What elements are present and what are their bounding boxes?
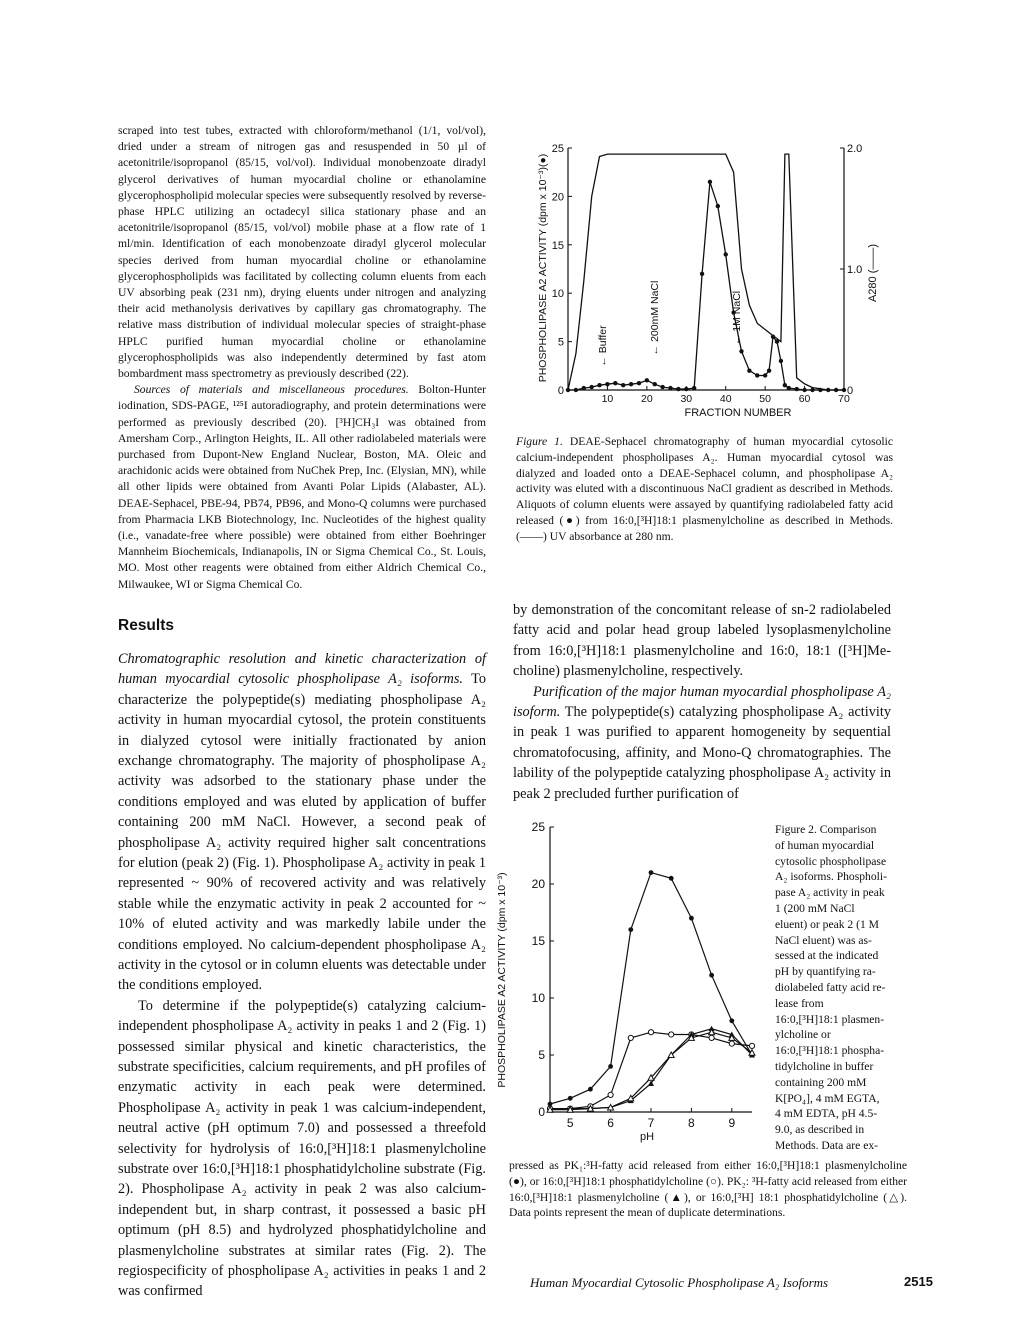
y-tick-label: 20	[551, 191, 564, 204]
y-tick-label: 15	[551, 239, 564, 252]
x-tick-label: 10	[601, 393, 614, 405]
y2-tick-label: 0	[847, 385, 854, 397]
caption-line: sessed at the indicated	[775, 949, 879, 963]
sources-heading: Sources of materials and miscellaneous procedures.	[134, 383, 409, 397]
purification-text: The polypeptide(s) catalyzing phospholipase A₂ activity in peak 1 was purified to apparent homogeneity by sequential chromatofocusing, affinity, and Mono-Q chromatographies. The lability of the polypeptide catalyzing phospholipase A₂ activity in peak 2 precluded further purification of	[513, 704, 891, 802]
caption-line: 4 mM EDTA, pH 4.5-	[775, 1107, 878, 1121]
activity-point	[802, 388, 806, 392]
chromatography-paragraph	[118, 649, 486, 996]
activity-point	[621, 383, 625, 387]
activity-point	[645, 378, 649, 382]
caption-line: tidylcholine in buffer	[775, 1059, 874, 1073]
purification-paragraph	[513, 682, 891, 804]
activity-point	[724, 252, 728, 256]
activity-point	[589, 385, 593, 389]
chromatography-heading: Chromatographic resolution and kinetic characterization of human myocardial cytosolic phospholipase A₂ isoforms.	[118, 650, 486, 688]
activity-point	[763, 373, 767, 377]
caption-line: 1 (200 mM NaCl	[775, 901, 855, 915]
data-point	[568, 1096, 573, 1101]
caption-line: Figure 2. Comparison	[775, 823, 877, 836]
activity-point	[755, 373, 759, 377]
activity-point	[783, 383, 787, 387]
results-heading: Results	[118, 616, 174, 634]
x-tick-label: 60	[798, 393, 811, 405]
data-point	[689, 916, 694, 921]
data-point	[628, 1035, 633, 1040]
running-title: Human Myocardial Cytosolic Phospholipase A₂ Isoforms	[530, 1275, 829, 1290]
data-point	[709, 1035, 714, 1040]
activity-point	[684, 387, 688, 391]
activity-line	[568, 182, 844, 390]
fig1-xlabel: FRACTION NUMBER	[684, 407, 792, 419]
caption-line: diolabeled fatty acid re-	[775, 980, 886, 994]
activity-point	[775, 339, 779, 343]
chromatography-text: To characterize the polypeptide(s) mediating phospholipase A₂ activity in human myocardial cytosol, the protein constituents in dialyzed cytosol were initially fractionated by anion exchange chromatography. The majority of phospholipase A₂ activity was adsorbed to the stationary phase under the conditions employed and was eluted by application of buffer containing 200 mM NaCl. However, a second peak of phospholipase A₂ activity required higher salt concentrations for elution (peak 2) (Fig. 1). Phospholipase A₂ activity in peak 1 represented ~ 90% of recovered activity and was relatively stable while the enzymatic activity in peak 2 accounted for ~ 10% of eluted activity and was markedly labile under the conditions employed. No calcium-dependent phospholipase A₂ activity in the cytosol or in column eluents was detectable under the conditions employed.	[118, 671, 487, 994]
figure-2-caption	[775, 822, 905, 1154]
activity-point	[794, 387, 798, 391]
x-tick-label: 40	[719, 393, 732, 405]
activity-point	[842, 388, 846, 392]
data-point	[709, 973, 714, 978]
fig2-ylabel: PHOSPHOLIPASE A2 ACTIVITY (dpm x 10⁻³)	[496, 872, 508, 1088]
sources-text: Bolton-Hunter iodination, SDS-PAGE, ¹²⁵I autoradiography, and protein determinations were performed as previously described (20). [³H]CH₃I was obtained from Amersham Corp., Arlington Heights, IL. All other radiolabeled materials were purchased from Dupont-New England Nuclear, Boston, MA. Oleic and arachidonic acids were obtained from NuChek Prep, Inc. (Elysian, MN), while all other lipids were obtained from Avanti Polar Lipids (Alabaster, AL). DEAE-Sephacel, PBE-94, PB74, PB96, and Mono-Q columns were purchased from Pharmacia LKB Biotechnology, Inc. Nucleotides of the highest quality (i.e., vanadate-free where possible) were obtained from either Boehringer Mannheim Biochemicals, Indianapolis, IN or Sigma Chemical Co., St. Louis, MO. Most other reagents were obtained from either Aldrich Chemical Co., Milwaukee, WI or Sigma Chemical Co.	[118, 383, 486, 591]
activity-point	[771, 335, 775, 339]
caption-line: cytosolic phospholipase	[775, 854, 887, 868]
fig2-xlabel: pH	[639, 1131, 655, 1143]
figure-2-chart	[490, 815, 780, 1150]
data-point	[648, 1030, 653, 1035]
activity-point	[810, 388, 814, 392]
data-point	[608, 1064, 613, 1069]
left-column	[118, 123, 486, 1302]
activity-point	[582, 386, 586, 390]
activity-point	[747, 368, 751, 372]
activity-point	[692, 386, 696, 390]
activity-point	[767, 368, 771, 372]
figure-1-caption-text: DEAE-Sephacel chromatography of human myocardial cytosolic calcium-independent phospholipases A₂. Human myocardial cytosol was dialyzed and loaded onto a DEAE-Sephacel column, and phospholipase A₂ activity was eluted with a discontinuous NaCl gradient as described in Methods. Aliquots of column eluents were assayed by quantifying radiolabeled fatty acid released (●) from 16:0,[³H]18:1 plasmenylcholine as described in Methods. (——) UV absorbance at 280 nm.	[516, 435, 894, 543]
y-tick-label: 5	[557, 336, 564, 349]
activity-point	[818, 388, 822, 392]
y-tick-label: 0	[557, 385, 564, 397]
caption-line: of human myocardial	[775, 838, 875, 852]
activity-point	[676, 387, 680, 391]
caption-line: K[PO₄], 4 mM EGTA,	[775, 1091, 880, 1105]
x-tick-label: 50	[759, 393, 771, 405]
activity-point	[739, 349, 743, 353]
activity-point	[708, 180, 712, 184]
x-tick-label: 5	[566, 1116, 574, 1130]
figure-1-chart	[490, 128, 890, 420]
figure-1-label: Figure 1.	[516, 435, 563, 448]
data-point	[628, 927, 633, 932]
activity-point	[834, 388, 838, 392]
figure-2-caption-bottom: pressed as PK₁:³H-fatty acid released from either 16:0,[³H]18:1 plasmenylcholine (●), or 16:0,[³H]18:1 phosphatidylcholine (○). PK₂: ³H-fatty acid released from either 16:0,[³H]18:1 plasmenylcholine (▲), or 16:0,[³H] 18:1 phosphatidylcholine (△). Data points represent the mean of duplicate determinations.	[509, 1159, 907, 1220]
data-point	[649, 870, 654, 875]
page-number: 2515	[904, 1274, 933, 1289]
data-point	[729, 1041, 734, 1046]
series-line	[550, 873, 752, 1104]
y-tick-label: 20	[531, 877, 545, 891]
sources-paragraph	[118, 382, 486, 593]
data-point	[729, 1018, 734, 1023]
caption-line: pase A₂ activity in peak	[775, 886, 885, 900]
caption-line: pH by quantifying ra-	[775, 965, 876, 979]
activity-point	[574, 388, 578, 392]
activity-point	[605, 382, 609, 386]
activity-point	[826, 388, 830, 392]
x-tick-label: 6	[607, 1116, 614, 1130]
caption-line: Methods. Data are ex-	[775, 1138, 879, 1152]
activity-point	[597, 383, 601, 387]
activity-point	[653, 382, 657, 386]
uv-absorbance-line	[568, 154, 844, 390]
caption-line: NaCl eluent) was as-	[775, 933, 872, 947]
y-tick-label: 5	[538, 1048, 545, 1062]
activity-point	[779, 359, 783, 363]
caption-line: ylcholine or	[775, 1028, 831, 1042]
activity-point	[668, 386, 672, 390]
determine-paragraph: To determine if the polypeptide(s) catalyzing calcium-independent phospholipase A₂ activity in peaks 1 and 2 (Fig. 1) possessed similar physical and kinetic characteristics, the substrate specificities, calcium requirements, and pH profiles of enzymatic activity in each peak were determined. Phospholipase A₂ activity in peak 1 was calcium-independent, neutral active (pH optimum 7.0) and possessed a threefold selectivity for hydrolysis of 16:0,[³H]18:1 plasmenylcholine substrate over 16:0,[³H]18:1 phosphatidylcholine substrate (Fig. 2). Phospholipase A₂ activity in peak 2 was also calcium-independent but, in sharp contrast, it possessed a basic pH optimum (pH 8.5) and hydrolyzed phosphatidylcholine and plasmenylcholine substrates at similar rates (Fig. 2). The regiospecificity of phospholipase A₂ activities in peaks 1 and 2 was confirmed	[118, 997, 486, 1300]
x-tick-label: 9	[728, 1116, 736, 1130]
y-tick-label: 25	[551, 143, 564, 155]
caption-line: containing 200 mM	[775, 1075, 867, 1089]
data-point	[749, 1043, 754, 1048]
y2-tick-label: 1.0	[847, 264, 863, 276]
caption-line: A₂ isoforms. Phospholi-	[775, 870, 887, 884]
x-tick-label: 7	[647, 1116, 655, 1130]
y-tick-label: 10	[551, 288, 564, 301]
right-column	[513, 600, 891, 804]
series-line	[550, 1032, 752, 1110]
fig1-1m-label: ← 1M NaCl	[731, 290, 743, 346]
activity-point	[637, 381, 641, 385]
data-point	[588, 1087, 593, 1092]
caption-line: 9.0, as described in	[775, 1123, 865, 1137]
x-tick-label: 20	[641, 393, 653, 405]
data-point	[608, 1092, 613, 1097]
demonstration-paragraph: by demonstration of the concomitant release of sn-2 radiolabeled fatty acid and polar head group labeled lysoplasmenylcholine from 16:0,[³H]18:1 plasmenylcholine and 16:0, 18:1 ([³H]Me-choline) plasmenylcholine, respectively.	[513, 602, 891, 680]
methods-paragraph: scraped into test tubes, extracted with chloroform/methanol (1/1, vol/vol), dried under a stream of nitrogen gas and resuspended in 50 µl of acetonitrile/isopropanol (85/15, vol/vol). Individual monobenzoate diradyl glycerol derivatives of human myocardial choline or ethanolamine glycerophospholipid molecular species were subsequently resolved by reverse-phase HPLC utilizing an octadecyl silica stationary phase and an acetonitrile/isopropanol (85/15, vol/vol) mobile phase at a flow rate of 1 ml/min. Identification of each monobenzoate diradyl glycerol molecular species derived from human myocardial choline or ethanolamine glycerophospholipids was facilitated by collecting column eluents from each UV absorbing peak (231 nm), drying eluents under nitrogen and analyzing their acid methanolysis derivatives by capillary gas chromatography. The relative mass distribution of individual molecular species of straight-phase HPLC purified human myocardial choline or ethanolamine glycerophospholipids was also independently determined by fast atom bombardment mass spectrometry as previously described (22).	[118, 124, 486, 381]
fig1-y2label: A280 (——)	[867, 243, 879, 303]
fig1-ylabel: PHOSPHOLIPASE A2 ACTIVITY (dpm x 10⁻³)(●)	[537, 153, 549, 383]
fig1-buffer-label: ← Buffer	[597, 325, 609, 367]
caption-line: eluent) or peak 2 (1 M	[775, 917, 879, 931]
activity-point	[716, 204, 720, 208]
data-point	[669, 876, 674, 881]
caption-line: 16:0,[³H]18:1 phospha-	[775, 1044, 885, 1058]
activity-point	[629, 382, 633, 386]
data-point	[669, 1032, 674, 1037]
y-tick-label: 25	[531, 820, 545, 834]
activity-point	[566, 388, 570, 392]
activity-point	[660, 385, 664, 389]
purification-heading: Purification of the major human myocardial phospholipase A₂ isoform.	[513, 683, 891, 721]
x-tick-label: 70	[838, 393, 850, 405]
x-tick-label: 8	[688, 1116, 695, 1130]
activity-point	[700, 272, 704, 276]
caption-line: 16:0,[³H]18:1 plasmen-	[775, 1012, 885, 1026]
y2-tick-label: 2.0	[847, 143, 863, 155]
activity-point	[787, 386, 791, 390]
fig1-200mm-label: ← 200mM NaCl	[649, 280, 661, 356]
y-tick-label: 10	[531, 991, 545, 1005]
y-tick-label: 15	[531, 934, 545, 948]
activity-point	[613, 381, 617, 385]
y-tick-label: 0	[538, 1105, 545, 1119]
x-tick-label: 30	[680, 393, 693, 405]
caption-line: lease from	[775, 996, 824, 1010]
series-line	[550, 1032, 752, 1108]
figure-1-caption	[516, 434, 893, 545]
